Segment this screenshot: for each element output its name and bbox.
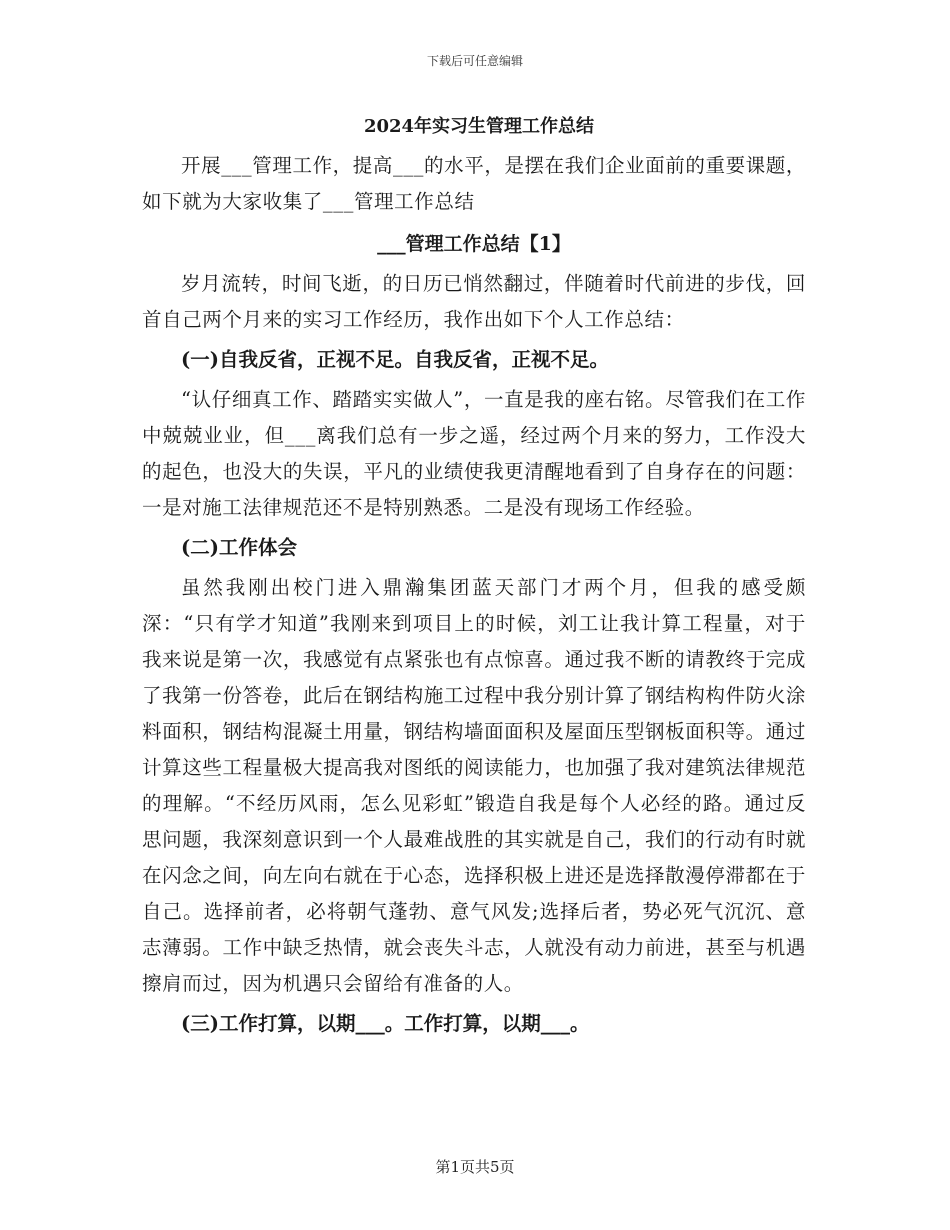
paragraph: “认仔细真工作、踏踏实实做人”，一直是我的座右铭。尽管我们在工作中兢兢业业，但___离我们总有一步之遥，经过两个月来的努力，工作没大的起色，也没大的失误，平凡的业绩使我更清醒地看到了自身存在的问题：一是对施工法律规范还不是特别熟悉。二是没有现场工作经验。: [142, 388, 806, 519]
intro-paragraph: 开展___管理工作，提高___的水平，是摆在我们企业面前的重要课题，如下就为大家收集了___管理工作总结: [142, 154, 806, 213]
paragraph: 虽然我刚出校门进入鼎瀚集团蓝天部门才两个月，但我的感受颇深：“只有学才知道”我刚来到项目上的时候，刘工让我计算工程量，对于我来说是第一次，我感觉有点紧张也有点惊喜。通过我不断的请教终于完成了我第一份答卷，此后在钢结构施工过程中我分别计算了钢结构构件防火涂料面积，钢结构混凝土用量，钢结构墙面面积及屋面压型钢板面积等。通过计算这些工程量极大提高我对图纸的阅读能力，也加强了我对建筑法律规范的理解。“不经历风雨，怎么见彩虹”锻造自我是每个人必经的路。通过反思问题，我深刻意识到一个人最难战胜的其实就是自己，我们的行动有时就在闪念之间，向左向右就在于心态，选择积极上进还是选择散漫停滞都在于自己。选择前者，必将朝气蓬勃、意气风发;选择后者，势必死气沉沉、意志薄弱。工作中缺乏热情，就会丧失斗志，人就没有动力前进，甚至与机遇擦肩而过，因为机遇只会留给有准备的人。: [142, 576, 806, 995]
subsection-heading: (三)工作打算，以期___。工作打算，以期___。: [181, 1012, 590, 1035]
paragraph: 岁月流转，时间飞逝，的日历已悄然翻过，伴随着时代前进的步伐，回首自己两个月来的实习工作经历，我作出如下个人工作总结：: [142, 272, 806, 331]
page-number: 第1页共5页: [435, 1158, 515, 1176]
header-note: 下载后可任意编辑: [426, 54, 523, 68]
subsection-heading: (一)自我反省，正视不足。自我反省，正视不足。: [181, 348, 609, 371]
document-body: [142, 112, 806, 1046]
section-heading: ___管理工作总结【1】: [377, 233, 571, 255]
document-title: 2024年实习生管理工作总结: [363, 116, 595, 137]
subsection-heading: (二)工作体会: [181, 536, 297, 559]
